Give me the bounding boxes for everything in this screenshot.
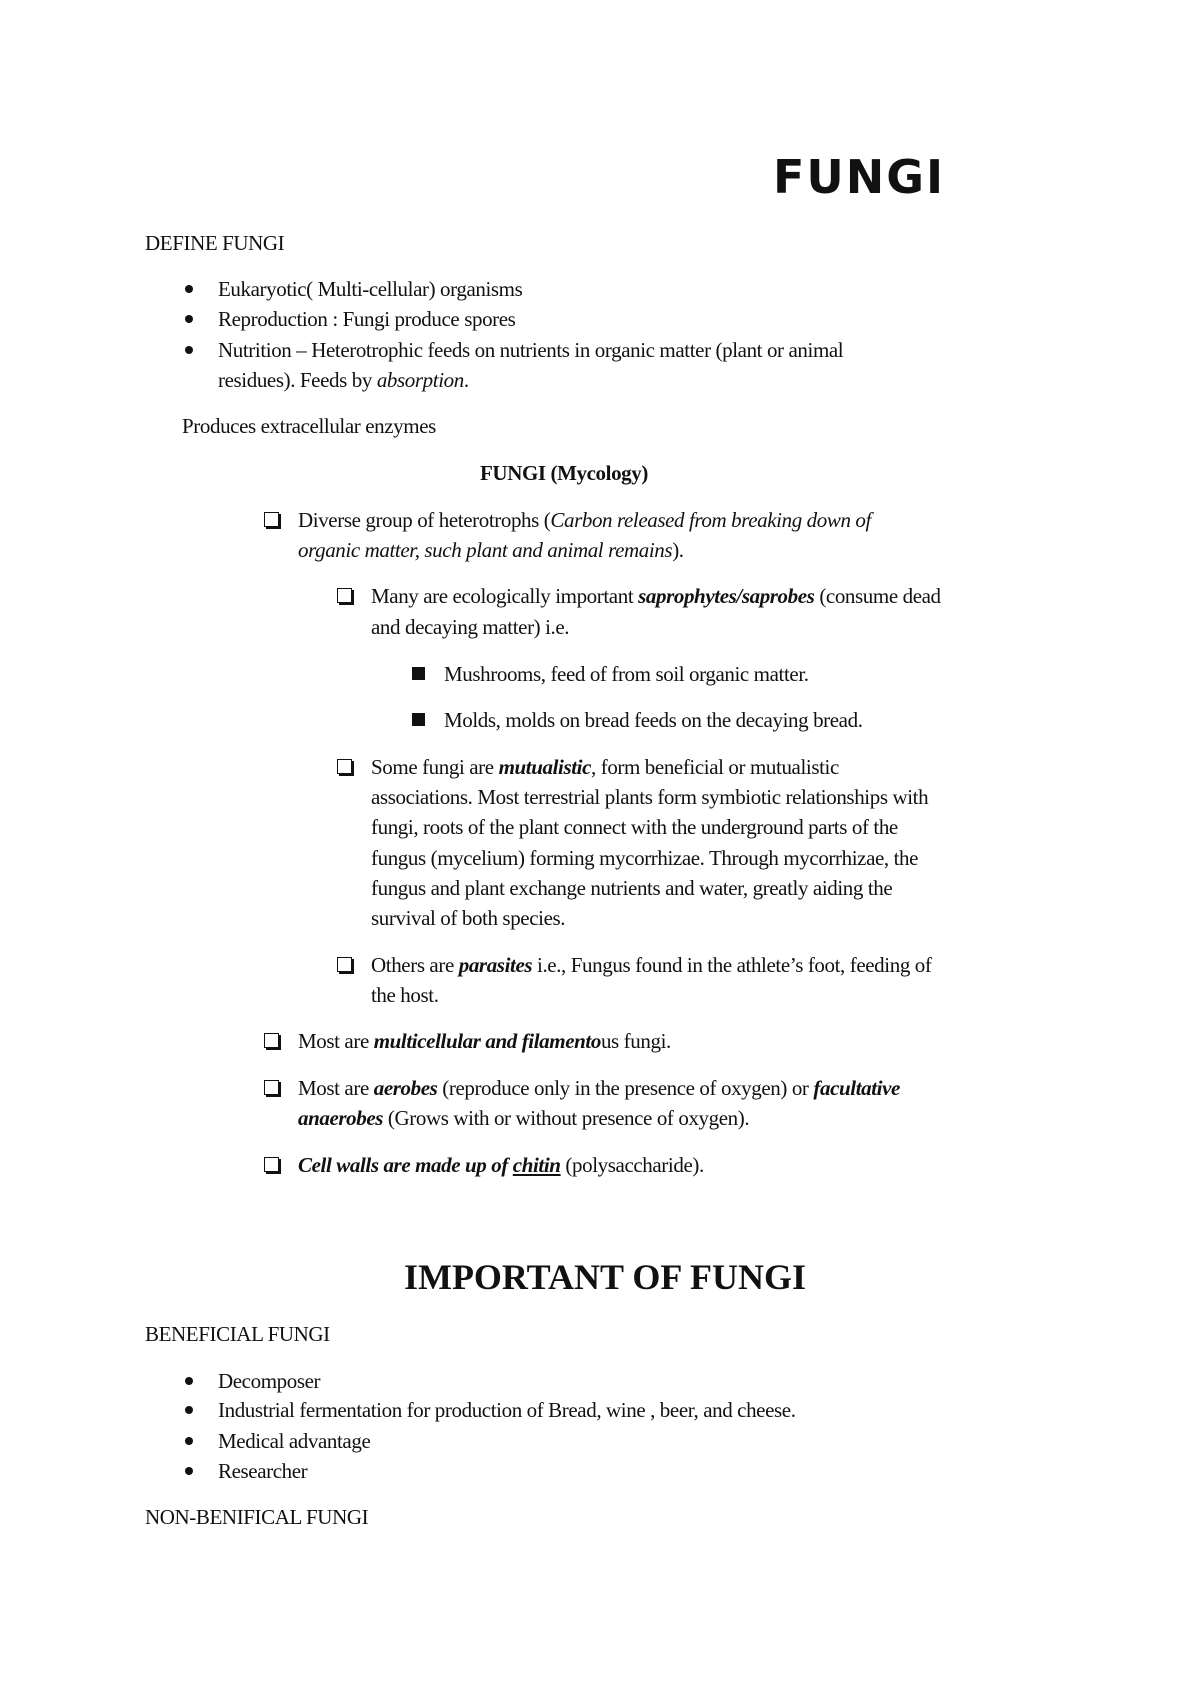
text-italic: Carbon released from breaking down of [550,508,871,532]
multicellular-line [298,1028,671,1054]
bullet-icon [185,1377,193,1385]
text-bold-italic: Cell walls are made up of [298,1153,513,1177]
some-line: fungi, roots of the plant connect with the underground parts of the [371,815,898,839]
text: (Grows with or without presence of oxygen). [383,1106,750,1130]
text: Diverse group of heterotrophs ( [298,508,551,532]
non-beneficial-heading: NON-BENIFICAL FUNGI [145,1505,369,1529]
bullet-icon [185,1406,193,1414]
checkbox-bullet-icon [337,759,352,774]
diverse-line [298,537,684,563]
text: i.e., Fungus found in the athlete’s foot, feeding of [532,953,932,977]
define-bullet-cont [218,367,469,393]
others-line [371,952,931,978]
define-extra: Produces extracellular enzymes [182,414,436,438]
text: . [463,368,469,392]
some-line: associations. Most terrestrial plants form symbiotic relationships with [371,785,929,809]
checkbox-bullet-icon [264,1157,279,1172]
bullet-icon [185,285,193,293]
checkbox-bullet-icon [337,588,352,603]
molds-item: Molds, molds on bread feeds on the decaying bread. [444,708,863,732]
beneficial-item: Medical advantage [218,1429,371,1453]
cellwalls-line [298,1152,704,1178]
text-italic: organic matter, such plant and animal remains [298,538,673,562]
some-line: fungus and plant exchange nutrients and water, greatly aiding the [371,876,893,900]
bullet-icon [185,346,193,354]
text-bold-italic: aerobes [373,1076,438,1100]
some-line: fungus (mycelium) forming mycorrhizae. Through mycorrhizae, the [371,846,919,870]
checkbox-bullet-icon [337,957,352,972]
text-bold-italic: mutualistic [498,755,592,779]
square-bullet-icon [412,667,425,680]
aerobes-line [298,1105,749,1131]
text-bold-italic-underline: chitin [512,1153,561,1177]
text: residues). Feeds by [218,368,377,392]
text: , form beneficial or mutualistic [591,755,839,779]
some-line [371,754,839,780]
beneficial-item: Industrial fermentation for production of Bread, wine , beer, and cheese. [218,1398,796,1422]
define-bullet: Reproduction : Fungi produce spores [218,307,516,331]
text: Others are [371,953,459,977]
beneficial-heading: BENEFICIAL FUNGI [145,1322,330,1346]
bullet-icon [185,1467,193,1475]
aerobes-line [298,1075,900,1101]
bullet-icon [185,315,193,323]
text: Many are ecologically important [371,584,639,608]
many-line: and decaying matter) i.e. [371,615,570,639]
beneficial-item: Decomposer [218,1369,321,1393]
text-bold-italic: anaerobes [298,1106,384,1130]
text: Most are [298,1076,374,1100]
text: ). [672,538,684,562]
define-bullet: Nutrition – Heterotrophic feeds on nutrients in organic matter (plant or animal [218,338,844,362]
checkbox-bullet-icon [264,1033,279,1048]
text-bold-italic: saprophytes/saprobes [638,584,815,608]
section-heading: IMPORTANT OF FUNGI [403,1257,807,1297]
text: (consume dead [814,584,941,608]
checkbox-bullet-icon [264,1080,279,1095]
mushrooms-item: Mushrooms, feed of from soil organic matter. [444,662,809,686]
text-bold-italic: parasites [458,953,533,977]
beneficial-item: Researcher [218,1459,308,1483]
define-bullet: Eukaryotic( Multi-cellular) organisms [218,277,523,301]
text: (polysaccharide). [560,1153,704,1177]
square-bullet-icon [412,713,425,726]
text-italic: absorption [376,368,464,392]
text: Some fungi are [371,755,499,779]
define-heading: DEFINE FUNGI [145,231,285,255]
text: us fungi. [600,1029,671,1053]
others-line: the host. [371,983,439,1007]
many-line [371,583,941,609]
text: Most are [298,1029,374,1053]
diverse-line [298,507,871,533]
text-bold-italic: facultative [813,1076,900,1100]
checkbox-bullet-icon [264,512,279,527]
text-bold-italic: multicellular and filamento [373,1029,601,1053]
document-title: FUNGI [773,150,946,204]
mycology-heading: FUNGI (Mycology) [480,461,648,485]
some-line: survival of both species. [371,906,566,930]
bullet-icon [185,1437,193,1445]
text: (reproduce only in the presence of oxygen) or [437,1076,814,1100]
